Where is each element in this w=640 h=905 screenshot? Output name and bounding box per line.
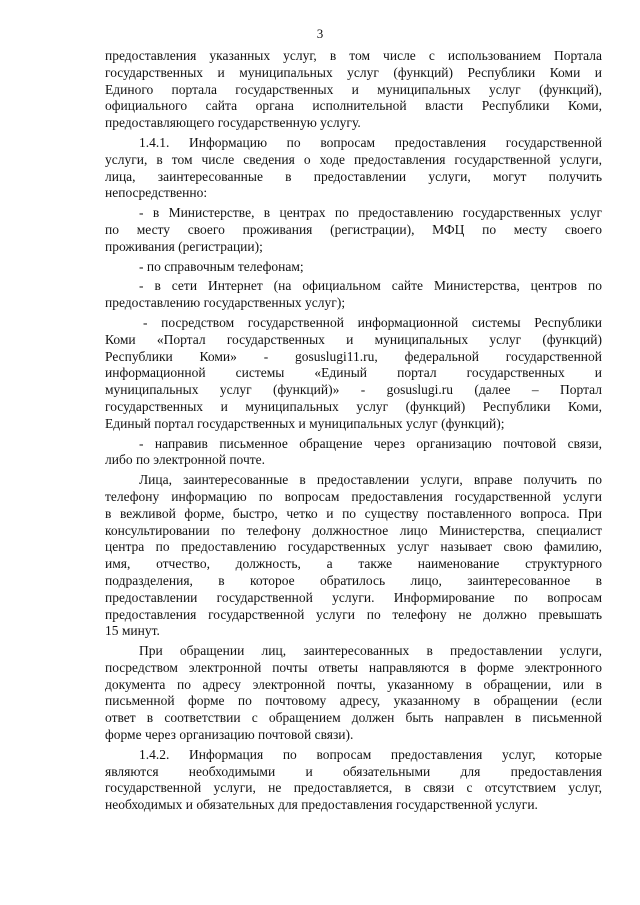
- paragraph: [105, 315, 602, 433]
- text-line: имя, отчество, должность, а также наименование структурного: [105, 556, 602, 572]
- text-line: Республики Коми» - gosuslugi11.ru, федеральной государственной: [105, 348, 602, 364]
- text-line: проживания (регистрации);: [105, 238, 263, 254]
- text-line: государственной услуги, не предоставляется, в связи с отсутствием услуг,: [105, 780, 602, 796]
- text-line: посредством электронной почты ответы направляются в форме электронного: [105, 659, 602, 675]
- text-line: - по справочным телефонам;: [139, 258, 304, 274]
- text-line: - направив письменное обращение через организацию почтовой связи,: [139, 435, 602, 451]
- paragraph: [105, 278, 602, 312]
- text-line: услуги, в том числе сведения о ходе предоставления государственной услуги,: [105, 151, 602, 167]
- paragraph: [105, 48, 602, 132]
- paragraph: [105, 135, 602, 202]
- text-line: При обращении лиц, заинтересованных в предоставлении услуги,: [139, 643, 602, 659]
- text-line: необходимых и обязательных для предоставления государственной услуги.: [105, 797, 538, 813]
- text-line: официального сайта органа исполнительной власти Республики Коми,: [105, 98, 602, 114]
- text-line: письменной форме по почтовому адресу, указанному в обращении (если: [105, 693, 602, 709]
- text-line: телефону информацию по вопросам предоставления государственной услуги: [105, 488, 602, 504]
- text-line: лица, заинтересованные в предоставлении услуги, могут получить: [105, 168, 602, 184]
- text-line: Единый портал государственных и муниципальных услуг (функций);: [105, 415, 505, 431]
- text-line: центра по предоставлению государственных услуг называет свою фамилию,: [105, 539, 602, 555]
- text-line: консультировании по телефону должностное лицо Министерства, специалист: [105, 522, 602, 538]
- text-line: Коми «Портал государственных и муниципальных услуг (функций): [105, 331, 602, 347]
- text-line: являются необходимыми и обязательными для предоставления: [105, 763, 602, 779]
- text-line: 15 минут.: [105, 623, 160, 639]
- text-line: 1.4.1. Информацию по вопросам предоставления государственной: [139, 134, 602, 150]
- document-body: [105, 48, 602, 814]
- paragraph: [105, 259, 602, 276]
- text-line: подразделения, в которое обратилось лицо, заинтересованное в: [105, 572, 602, 588]
- text-line: государственных и муниципальных услуг (функций) Республики Коми и: [105, 64, 602, 80]
- text-line: муниципальных услуг (функций)» - gosuslugi.ru (далее – Портал: [105, 382, 602, 398]
- paragraph: [105, 643, 602, 744]
- text-line: предоставления государственной услуги по телефону не должно превышать: [105, 606, 602, 622]
- paragraph: [105, 747, 602, 814]
- text-line: документа по адресу электронной почты, указанному в обращении, или в: [105, 676, 602, 692]
- text-line: ответ в соответствии с обращением должен быть направлен в письменной: [105, 710, 602, 726]
- text-line: в вежливой форме, быстро, четко и по существу поставленного вопроса. При: [105, 505, 602, 521]
- text-line: либо по электронной почте.: [105, 452, 266, 468]
- text-line: - в сети Интернет (на официальном сайте Министерства, центров по: [139, 278, 602, 294]
- text-line: предоставления указанных услуг, в том числе с использованием Портала: [105, 48, 602, 63]
- paragraph: [105, 205, 602, 255]
- paragraph: [105, 436, 602, 470]
- text-line: Единого портала государственных и муниципальных услуг (функций),: [105, 81, 602, 97]
- text-line: предоставлении государственной услуги. Информирование по вопросам: [105, 589, 602, 605]
- text-line: - посредством государственной информационной системы Республики: [143, 314, 602, 330]
- page-number: 3: [316, 26, 324, 41]
- text-line: форме через организацию почтовой связи).: [105, 727, 354, 743]
- text-line: государственных и муниципальных услуг (функций) Республики Коми,: [105, 398, 602, 414]
- text-line: предоставлению государственных услуг);: [105, 295, 346, 311]
- text-line: по месту своего проживания (регистрации), МФЦ по месту своего: [105, 221, 602, 237]
- text-line: 1.4.2. Информация по вопросам предоставления услуг, которые: [139, 746, 602, 762]
- text-line: непосредственно:: [105, 185, 208, 201]
- text-line: предоставляющего государственную услугу.: [105, 115, 361, 131]
- paragraph: [105, 472, 602, 640]
- text-line: Лица, заинтересованные в предоставлении услуги, вправе получить по: [139, 472, 602, 488]
- text-line: - в Министерстве, в центрах по предоставлению государственных услуг: [139, 205, 602, 221]
- text-line: информационной системы «Единый портал государственных и: [105, 365, 602, 381]
